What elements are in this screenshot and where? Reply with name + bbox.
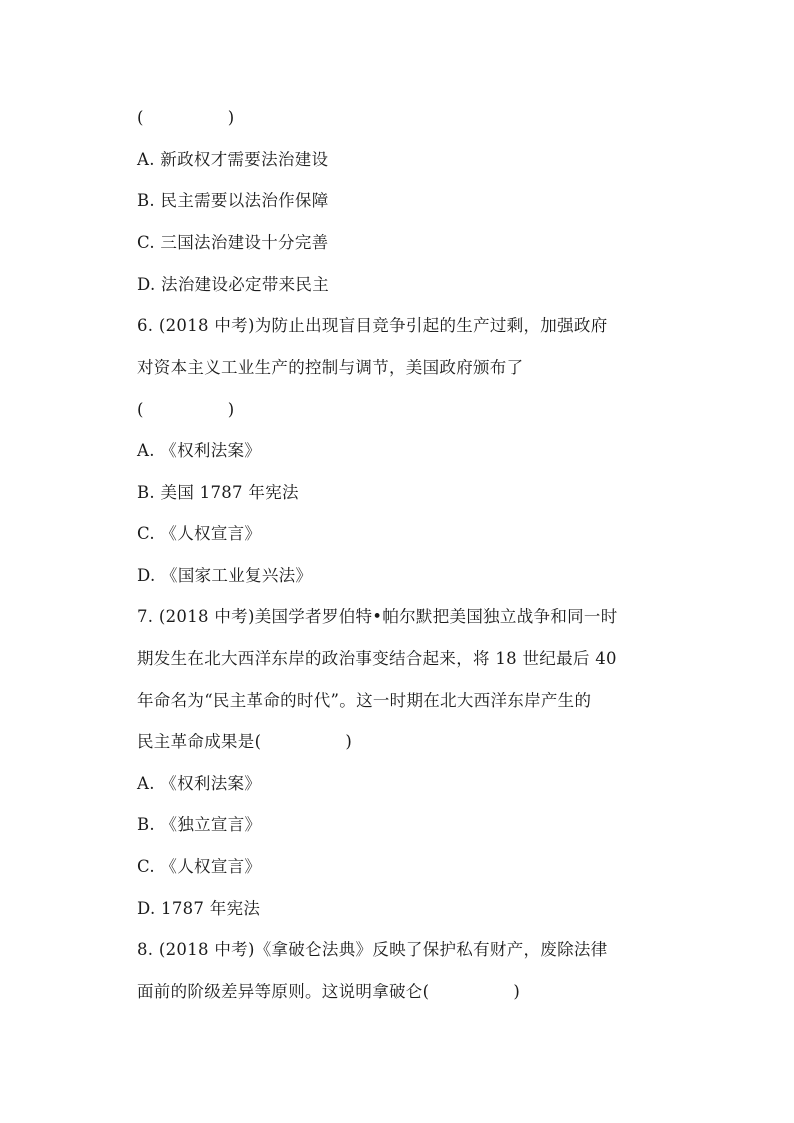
q7-stem-line-1: 7. (2018 中考)美国学者罗伯特•帕尔默把美国独立战争和同一时 bbox=[137, 607, 618, 626]
q6-stem-line-1: 6. (2018 中考)为防止出现盲目竞争引起的生产过剩，加强政府 bbox=[137, 316, 608, 335]
q6-stem-line-2: 对资本主义工业生产的控制与调节，美国政府颁布了 bbox=[137, 358, 524, 377]
q7-stem-line-3: 年命名为“民主革命的时代”。这一时期在北大西洋东岸产生的 bbox=[137, 691, 592, 710]
q5-option-c: C. 三国法治建设十分完善 bbox=[137, 233, 329, 252]
q7-option-a: A. 《权利法案》 bbox=[137, 774, 262, 793]
q7-option-d: D. 1787 年宪法 bbox=[137, 899, 261, 918]
q7-option-b: B. 《独立宣言》 bbox=[137, 815, 262, 834]
q6-answer-paren: ( ) bbox=[137, 400, 235, 419]
q7-stem-line-4: 民主革命成果是( ) bbox=[137, 732, 353, 751]
q6-option-c: C. 《人权宣言》 bbox=[137, 524, 262, 543]
q6-option-a: A. 《权利法案》 bbox=[137, 441, 262, 460]
q5-option-a: A. 新政权才需要法治建设 bbox=[137, 150, 329, 169]
q5-answer-paren: ( ) bbox=[137, 108, 235, 127]
q8-stem-line-1: 8. (2018 中考)《拿破仑法典》反映了保护私有财产，废除法律 bbox=[137, 940, 608, 959]
q5-option-d: D. 法治建设必定带来民主 bbox=[137, 275, 330, 294]
q6-option-d: D. 《国家工业复兴法》 bbox=[137, 566, 313, 585]
q5-option-b: B. 民主需要以法治作保障 bbox=[137, 191, 329, 210]
q7-option-c: C. 《人权宣言》 bbox=[137, 857, 262, 876]
q6-option-b: B. 美国 1787 年宪法 bbox=[137, 483, 299, 502]
q7-stem-line-2: 期发生在北大西洋东岸的政治事变结合起来，将 18 世纪最后 40 bbox=[137, 649, 617, 668]
q8-stem-line-2: 面前的阶级差异等原则。这说明拿破仑( ) bbox=[137, 982, 521, 1001]
